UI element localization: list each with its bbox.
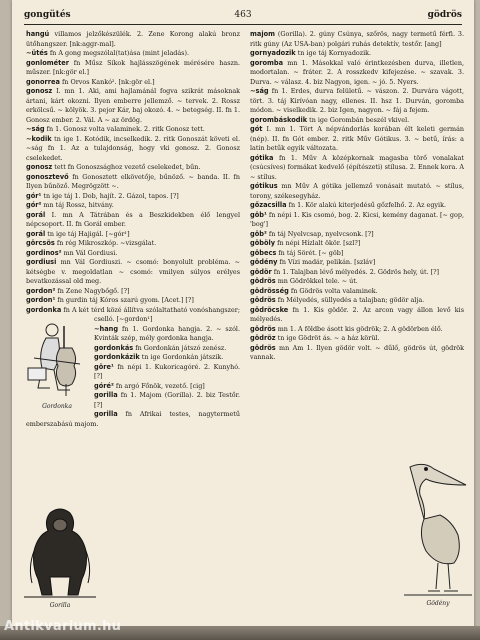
entry-headword: majom xyxy=(250,30,275,38)
dictionary-entry: gornyadozik tn ige táj Kornyadozik. xyxy=(250,49,372,57)
dictionary-entry: gödény fn Vízi madár, pelikán. [szláv] xyxy=(250,258,376,266)
entry-headword: gordon² xyxy=(26,286,56,295)
dictionary-entry: gödrös fn Mélyedés, süllyedés a talajban; gödör alja. xyxy=(250,296,425,304)
entry-headword: gornyadozik xyxy=(250,49,296,57)
dictionary-entry: ~kodik tn ige 1. Kotódik, incselkedik. 2. ritk Gonoszát követi el. ~ság fn 1. Az a tulajdonság, hogy vki gonosz. 2. Gonosz cselekedet. xyxy=(26,134,240,162)
gorilla-caption: Gorilla xyxy=(49,602,71,609)
entry-headword: gödrös xyxy=(250,277,276,285)
dictionary-entry: gorál I. mn A Tátrában és a Beszkidekben élő lengyel népcsoport. II. fn Gorál ember. xyxy=(26,210,240,228)
running-head xyxy=(24,10,462,24)
dictionary-entry: ~hang fn 1. Gordonka hangja. 2. ~ szól. Kvinták szép, mély gordonka hangja. xyxy=(94,324,240,342)
cello-player-drawing xyxy=(24,318,90,402)
dictionary-entry: gonorrea fn Orvos Kankó². [nk:gör el.] xyxy=(26,77,155,86)
dictionary-entry: gótika fn 1. Műv A középkornak magasba törő vonalakat (csúcsíves) formákat kedvelő (építészeti) stílusa. 2. Ennek kora. A ~ stílus. xyxy=(250,153,464,181)
gorilla-illustration xyxy=(24,505,96,613)
dictionary-entry: majom (Gorilla). 2. gúny Csúnya, szőrös, nagy termetű férfi. 3. ritk gúny (Az USA-ban) polgári ruhás detektív, testőr. [ang] xyxy=(250,30,464,48)
dictionary-page xyxy=(12,0,474,630)
dictionary-entry: gödrös mn Am 1. Ilyen gödör volt. ~ dűlő, gödrös út, gödrök vannak. xyxy=(250,343,464,361)
entry-headword: gonosztevő xyxy=(26,172,69,181)
entry-headword: göb² xyxy=(250,229,267,238)
entry-headword: göböly xyxy=(250,239,276,247)
entry-headword: ~ütés xyxy=(26,49,48,57)
entry-headword: gór¹ xyxy=(26,191,42,200)
dictionary-entry: gorilla fn 1. Majom (Gorilla). 2. biz Testőr. [?] xyxy=(94,391,240,409)
dictionary-entry: gonosz I. mn 1. Aki, ami hajlamánál fogva szikrát másoknak ártani, kárt okozni. Ilyen emberre jellemző. ~ tervek. 2. Rossz erkölcsű. ~ kölyök. 3. pejor Kár, baj okozó. 4. ~ betegség. II. fn 1. Gonosz ember. 2. Vál. A ~ az ördög. xyxy=(26,87,240,124)
entry-headword: gordon¹ xyxy=(26,296,56,304)
entry-headword: görcsös xyxy=(26,239,55,247)
entry-headword: gótika xyxy=(250,153,274,162)
dictionary-entry: gonosztevő fn Gonosztett elkövetője, bűnöző. ~ banda. II. fn Ilyen bűnöző. Megrögzött ~. xyxy=(26,172,240,190)
entry-headword: gödröcske xyxy=(250,305,289,314)
dictionary-entry: gödör fn 1. Talajban lévő mélyedés. 2. Gödrös hely, út. [?] xyxy=(250,267,440,276)
dictionary-entry: göbecs fn táj Sörét. [~ göb] xyxy=(250,248,344,257)
dictionary-entry: goromba mn 1. Másokkal való érintkezésben durva, illetlen, modortalan. ~ fráter. 2. A rosszkedv kifejezése. ~ szavak. 3. Durva. ~ válasz. 4. biz Nagyon, igen. ~ jó. 5. Nyers. xyxy=(250,58,464,86)
entry-headword: gőzacsilla xyxy=(250,201,287,209)
entry-headword: gonlométer xyxy=(26,58,69,67)
dictionary-entry: gór¹ tn ige táj 1. Dob, hajít. 2. Gázol, tapos. [?] xyxy=(26,191,179,200)
dictionary-entry: gordinos² mn Vál Gordiusi. xyxy=(26,248,118,257)
dictionary-entry: gorilla fn Afrikai testes, nagytermetű emberszabású majom. xyxy=(26,410,240,428)
dictionary-entry: gödrösség fn Gödrös volta valaminek. xyxy=(250,286,378,295)
dictionary-entry: gonlométer fn Műsz Síkok hajlásszögének mérésére haszn. műszer. [nk:gör el.] xyxy=(26,58,240,76)
dictionary-entry: gordiusi mn Vál Gordiuszi. ~ csomó: bonyolult probléma. ~ kétségbe v. megoldatlan ~ csomó: vmilyen súlyos erélyes bevatkozással old meg. xyxy=(26,258,240,285)
cello-illustration xyxy=(24,318,90,412)
dictionary-entry: gödröcske fn 1. Kis gödör. 2. Az arcon vagy állon levő kis mélyedés. xyxy=(250,305,464,323)
dictionary-entry: gordon² fn Zene Nagybőgő. [?] xyxy=(26,286,130,295)
dictionary-entry: gordonka fn A két térd közé állítva szólaltatható vonóshangszer; cselló. [~gordon¹] xyxy=(26,305,240,323)
entry-headword: gorilla xyxy=(94,410,118,418)
entry-headword: góré² xyxy=(94,381,114,390)
entry-headword: gordonkázik xyxy=(94,353,140,361)
entry-headword: gordonka xyxy=(26,305,62,314)
right-guide-word: gödrös xyxy=(427,10,462,20)
entry-headword: gödrös xyxy=(250,324,276,333)
left-guide-word: gongütés xyxy=(24,10,71,20)
entry-headword: gótikus xyxy=(250,182,278,190)
entry-headword: gordonkás xyxy=(94,343,134,352)
cello-caption: Gordonka xyxy=(42,403,72,410)
dictionary-entry: ~ság fn 1. Gonosz volta valaminek. 2. ritk Gonosz tett. xyxy=(26,125,205,133)
watermark: Antikvarium.hu xyxy=(4,619,122,634)
dictionary-entry: gordonkázik tn ige Gordonkán játszik. xyxy=(94,353,224,361)
entry-headword: goromba xyxy=(250,58,284,67)
entry-headword: ~hang xyxy=(94,324,119,333)
entry-headword: gödrösség xyxy=(250,286,289,295)
entry-headword: gödör xyxy=(250,267,272,276)
entry-headword: ~ság xyxy=(26,125,45,133)
dictionary-entry: gödröz tn ige Gödröt ás. ~ a ház körül. xyxy=(250,334,380,342)
entry-headword: gödrös xyxy=(250,343,276,352)
dictionary-entry: göböly fn népi Hízlalt ökör. [szl?] xyxy=(250,239,361,247)
gorilla-drawing xyxy=(24,505,96,601)
dictionary-entry: gordon¹ fn gurdin táj Kóros szarú gyom. [Acet.] [?] xyxy=(26,296,194,304)
entry-headword: hangú xyxy=(26,30,50,38)
entry-headword: göbecs xyxy=(250,248,277,257)
entry-headword: gonosz xyxy=(26,163,53,171)
entry-headword: ~kodik xyxy=(26,134,52,143)
dictionary-entry: gorombáskodik tn ige Gorombán beszél vkivel. xyxy=(250,115,410,124)
dictionary-entry: gordonkás fn Gordonkán játszó zenész. xyxy=(94,343,227,352)
entry-headword: gór² xyxy=(26,201,42,209)
entry-headword: gorombáskodik xyxy=(250,115,308,124)
dictionary-entry: gőzacsilla fn 1. Kör alakú kiterjedésű gőzfelhő. 2. Az egyik. xyxy=(250,201,446,209)
dictionary-entry: ~ság fn 1. Erdes, durva felületű. ~ vászon. 2. Durvára vágott, tört. 3. táj Kirívóan nagy, ellenes. II. hsz 1. Durván, goromba módon. ~ viselkedik. 2. biz Igen, nagyon. ~ fáj a fejem. xyxy=(250,87,464,114)
header-rule xyxy=(24,24,462,25)
dictionary-entry: gót I. mn 1. Tört A népvándorlás korában élt keleti germán (nép). II. fn Gót ember. 2. ritk Műv Gótikus. 3. ~ betű, írás: a latin betűk egyik változata. xyxy=(250,125,464,152)
dictionary-entry: göb¹ fn népi 1. Kis csomó, bog. 2. Kicsi, kemény daganat. [~ gop, 'bog'] xyxy=(250,210,464,228)
entry-headword: gödény xyxy=(250,258,278,266)
pelican-drawing xyxy=(404,455,472,599)
entry-headword: gorál xyxy=(26,229,46,238)
entry-headword: gödrös xyxy=(250,296,276,304)
dictionary-entry: gorál tn ige táj Hajigál. [~gór¹] xyxy=(26,229,130,238)
dictionary-entry: göre¹ fn népi 1. Kukoricagóré. 2. Kunyhó. [?] xyxy=(94,362,240,380)
entry-headword: gót xyxy=(250,125,263,133)
dictionary-entry: gór² mn táj Rossz, hitvány. xyxy=(26,201,114,209)
dictionary-entry: hangú villamos jelzőkészülék. 2. Zene Korong alakú bronz ütőhangszer. [nk:aggr-mal]. xyxy=(26,30,240,48)
entry-headword: göre¹ xyxy=(94,362,114,371)
entry-headword: gonorrea xyxy=(26,77,60,86)
dictionary-entry: gödrös mn 1. A földbe ásott kis gödrök; 2. A gödörben élő. xyxy=(250,324,443,333)
dictionary-entry: ~ütés fn A gong megszólal(tat)ása (mint jeladás). xyxy=(26,49,189,57)
entry-headword: gonosz xyxy=(26,87,53,95)
pelican-illustration xyxy=(404,455,472,611)
entry-headword: gorilla xyxy=(94,391,118,399)
entry-headword: gordiusi xyxy=(26,258,57,266)
dictionary-entry: gótikus mn Műv A gótika jellemző vonásait mutató. ~ stílus, torony, székesegyház. xyxy=(250,182,464,200)
dictionary-entry: göb² fn táj Nyelvcsap, nyelvcsonk. [?] xyxy=(250,229,374,238)
page-number: 463 xyxy=(234,10,252,20)
dictionary-entry: görcsös fn rég Mikroszkóp. ~vizsgálat. xyxy=(26,239,157,247)
entry-headword: göb¹ xyxy=(250,210,267,219)
dictionary-entry: gödrös mn Gödrökkel tele. ~ út. xyxy=(250,277,358,285)
dictionary-entry: gonosz tett fn Gonoszsághoz vezető cselekedet, bűn. xyxy=(26,163,201,171)
pelican-caption: Gödény xyxy=(426,600,450,607)
entry-headword: ~ság xyxy=(250,87,269,95)
entry-headword: gordinos² xyxy=(26,248,62,257)
entry-headword: gödröz xyxy=(250,334,276,342)
dictionary-entry: góré² fn argó Főnök, vezető. [cig] xyxy=(94,381,205,390)
entry-headword: gorál xyxy=(26,210,46,219)
